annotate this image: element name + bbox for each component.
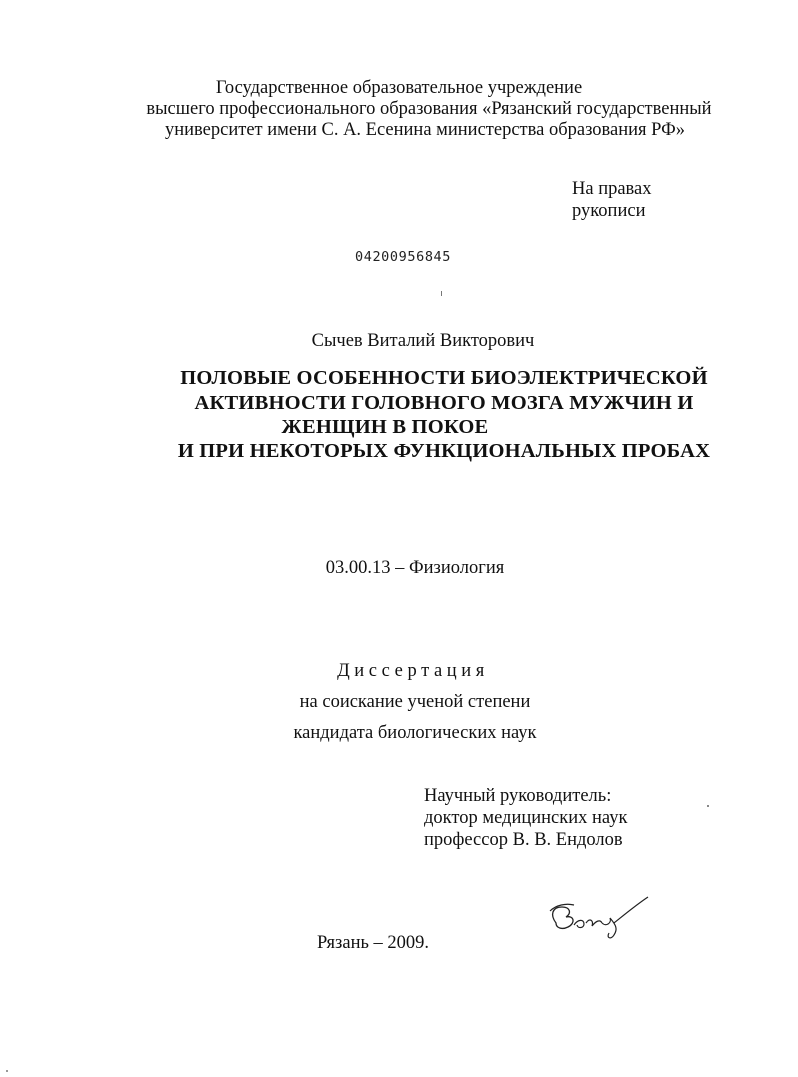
degree-line-2: кандидата биологических наук [293,723,537,743]
scan-speck [707,805,709,807]
city-year: Рязань – 2009. [316,933,430,953]
institution-line-1: Государственное образовательное учреждение [215,78,583,98]
title-line-4: И ПРИ НЕКОТОРЫХ ФУНКЦИОНАЛЬНЫХ ПРОБАХ [177,440,711,462]
title-line-2: АКТИВНОСТИ ГОЛОВНОГО МОЗГА МУЖЧИН И [194,392,694,414]
supervisor-line-1: Научный руководитель: [424,786,612,806]
title-line-3: ЖЕНЩИН В ПОКОЕ [281,416,489,438]
author-name: Сычев Виталий Викторович [311,331,535,351]
scan-speck [6,1070,8,1072]
specialty-code: 03.00.13 – Физиология [325,558,505,578]
document-type: Диссертация [337,661,489,681]
supervisor-line-2: доктор медицинских наук [424,808,628,828]
supervisor-block [424,785,627,851]
manuscript-status-line-1: На правах [572,179,652,199]
title-line-1: ПОЛОВЫЕ ОСОБЕННОСТИ БИОЭЛЕКТРИЧЕСКОЙ [180,367,708,389]
supervisor-line-3: профессор В. В. Ендолов [424,830,623,850]
manuscript-status-line-2: рукописи [572,201,646,221]
scan-speck [441,291,442,296]
archive-number: 04200956845 [355,249,452,265]
manuscript-status [572,178,652,222]
institution-line-2: высшего профессионального образования «Рязанский государственный [146,99,712,119]
degree-line-1: на соискание ученой степени [299,692,531,712]
institution-line-3: университет имени С. А. Есенина министерства образования РФ» [164,120,686,140]
